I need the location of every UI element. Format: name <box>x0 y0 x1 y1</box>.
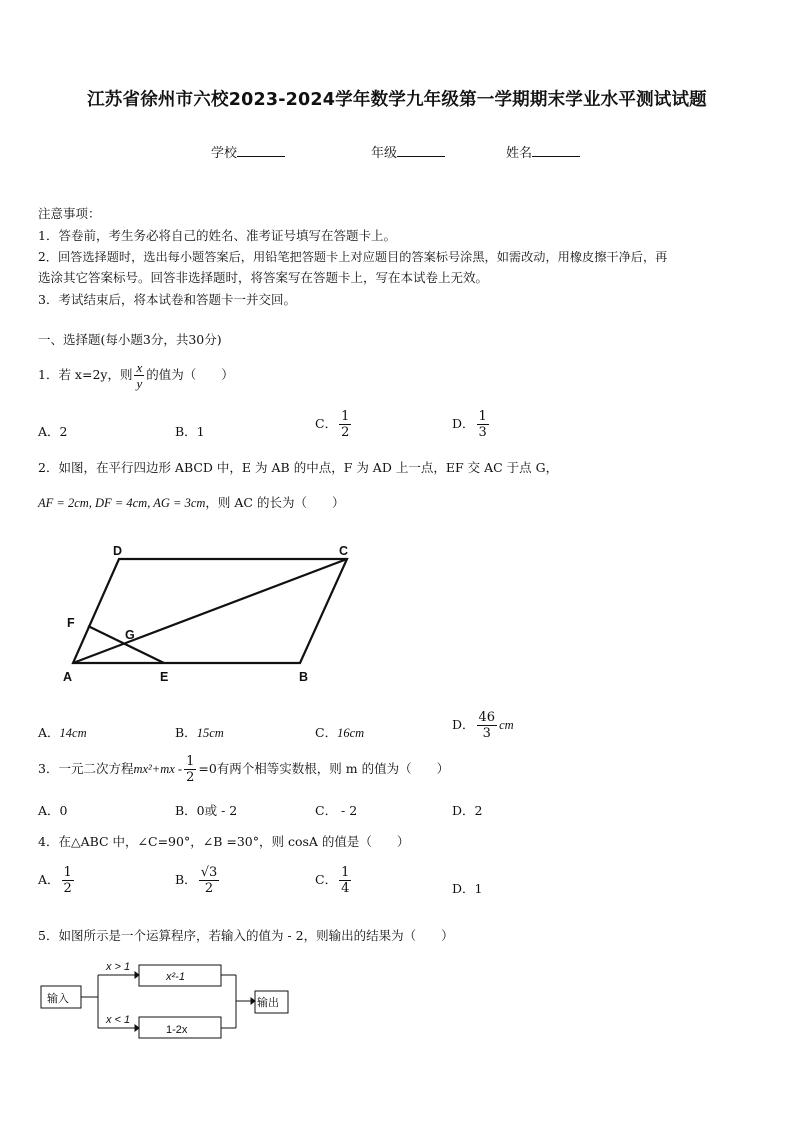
question-3: 3．一元二次方程mx²+mx - $\frac{1}{2}$ =0有两个相等实数根，则 m 的值为（ ） <box>38 754 450 785</box>
q3-equation: mx²+mx - <box>133 762 183 776</box>
q2-option-c: C．16cm <box>315 725 365 740</box>
q3-stem-post: =0有两个相等实数根，则 m 的值为（ ） <box>198 761 450 776</box>
grade-field <box>371 142 445 161</box>
note-3: 3．考试结束后，将本试卷和答题卡一并交回。 <box>38 292 296 307</box>
q4-option-c: C． $\frac{1}{4}$ <box>315 865 350 896</box>
note-2-line-1: 2．回答选择题时，选出每小题答案后，用铅笔把答题卡上对应题目的答案标号涂黑，如需改动，用橡皮擦干净后，再 <box>38 250 668 264</box>
label-d: D <box>113 544 123 558</box>
flowchart-figure <box>38 955 298 1045</box>
question-5: 5．如图所示是一个运算程序，若输入的值为 - 2，则输出的结果为（ ） <box>38 928 454 943</box>
q1-fraction: $\frac{x}{y}$ <box>136 360 143 391</box>
q3-option-d: D．2 <box>452 803 483 818</box>
q2-option-b: B．15cm <box>175 725 224 740</box>
flow-box-top-label: x²-1 <box>166 971 185 983</box>
q2-stem-line-1: 2．如图，在平行四边形 ABCD 中，E 为 AB 的中点，F 为 AD 上一点，EF 交 AC 于点 G， <box>38 460 559 475</box>
q1-stem-post: 的值为（ ） <box>146 367 234 382</box>
name-label: 姓名 <box>506 146 533 161</box>
school-blank <box>237 144 285 157</box>
q2-stem-post: ，则 AC 的长为（ ） <box>205 495 345 510</box>
note-1: 1．答卷前，考生务必将自己的姓名、准考证号填写在答题卡上。 <box>38 228 396 243</box>
note-2-line-2: 选涂其它答案标号。回答非选择题时，将答案写在答题卡上，写在本试卷上无效。 <box>38 270 489 285</box>
school-label: 学校 <box>211 146 238 161</box>
flow-box-bottom-label: 1-2x <box>166 1024 188 1036</box>
q2-stem-line-2 <box>38 493 344 511</box>
label-b: B <box>299 670 309 684</box>
paper-title: 江苏省徐州市六校2023-2024学年数学九年级第一学期期末学业水平测试试题 <box>87 90 707 110</box>
grade-label: 年级 <box>371 146 398 161</box>
name-blank <box>532 144 580 157</box>
label-g: G <box>125 628 135 642</box>
q4-option-b: B． $\frac{√3}{2}$ <box>175 865 218 896</box>
q3-option-b: B．0或 - 2 <box>175 803 238 818</box>
label-a: A <box>63 670 73 684</box>
q2-option-a: A．14cm <box>38 725 87 740</box>
q3-stem-pre: 3．一元二次方程 <box>38 761 134 776</box>
flow-output-label: 输出 <box>257 997 279 1009</box>
flow-cond-bottom: x < 1 <box>106 1014 131 1026</box>
flow-input-label: 输入 <box>47 993 69 1005</box>
q2-option-d: D． $\frac{46}{3}$ cm <box>452 710 514 741</box>
q3-option-c: C． - 2 <box>315 803 358 818</box>
q1-stem-pre: 1．若 x=2y，则 <box>38 367 133 382</box>
q1-option-a: A．2 <box>38 424 68 439</box>
grade-blank <box>397 144 445 157</box>
label-c: C <box>339 544 349 558</box>
school-field <box>211 142 285 161</box>
flow-cond-top: x > 1 <box>106 961 131 973</box>
label-e: E <box>160 670 169 684</box>
q4-option-d: D．1 <box>452 881 483 896</box>
q2-given-values: AF = 2cm, DF = 4cm, AG = 3cm <box>38 496 206 510</box>
q1-option-b: B．1 <box>175 424 205 439</box>
q4-option-a: A． $\frac{1}{2}$ <box>38 865 72 896</box>
label-f: F <box>67 616 75 630</box>
section-heading: 一、选择题(每小题3分，共30分) <box>38 332 222 347</box>
q1-option-c: C． $\frac{1}{2}$ <box>315 409 350 440</box>
question-1 <box>38 361 234 390</box>
parallelogram-figure <box>55 538 365 686</box>
q3-option-a: A．0 <box>38 803 68 818</box>
name-field <box>506 142 580 161</box>
question-4: 4．在△ABC 中，∠C=90°，∠B =30°，则 cosA 的值是（ ） <box>38 834 410 849</box>
q1-option-d: D． $\frac{1}{3}$ <box>452 409 487 440</box>
notes-heading: 注意事项： <box>38 206 101 221</box>
